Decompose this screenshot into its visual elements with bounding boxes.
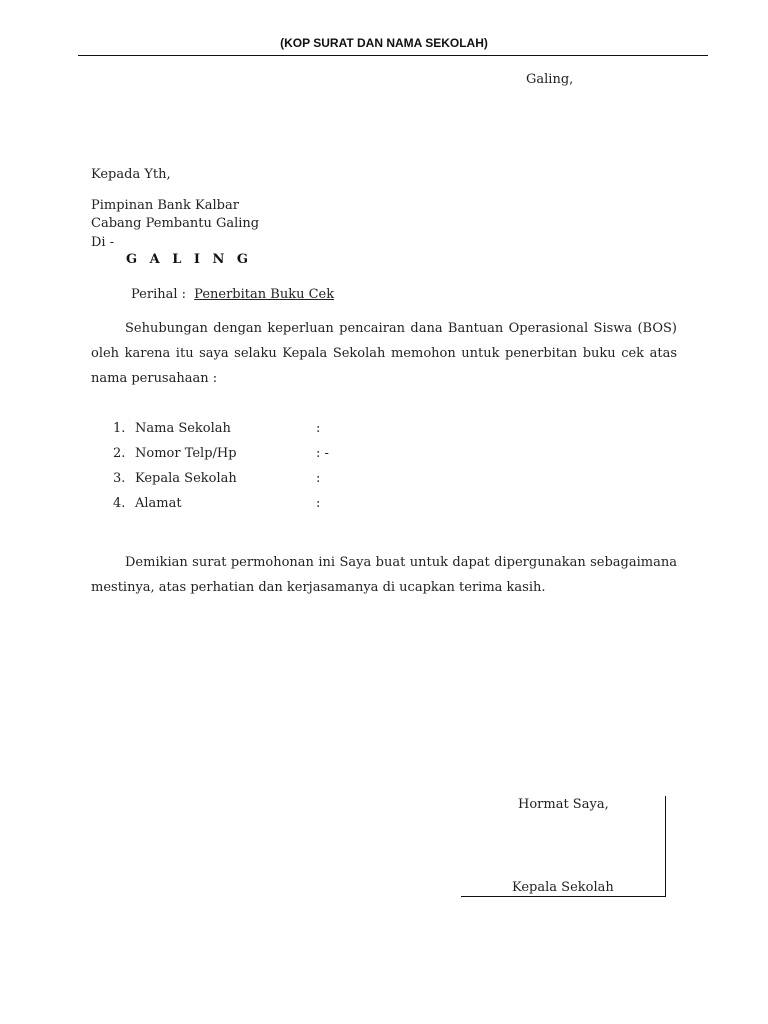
list-item — [113, 445, 329, 463]
subject-value: Penerbitan Buku Cek — [194, 287, 335, 302]
recipient-line-3: Di - — [91, 235, 115, 250]
subject-label: Perihal : — [131, 287, 187, 302]
list-item-value: : — [316, 471, 321, 486]
letterhead-divider — [78, 55, 708, 56]
list-item-number: 3. — [113, 471, 126, 486]
recipient-salutation: Kepada Yth, — [91, 167, 171, 182]
list-item-number: 4. — [113, 496, 126, 511]
recipient-line-1: Pimpinan Bank Kalbar — [91, 198, 239, 213]
list-item — [113, 495, 320, 513]
list-item-label: Nama Sekolah — [135, 421, 231, 436]
signature-title: Kepala Sekolah — [512, 880, 614, 895]
signature-border-horizontal — [461, 896, 666, 897]
body-paragraph-2-text: Demikian surat permohonan ini Saya buat untuk dapat dipergunakan sebagaimana mestinya, atas perhatian dan kerjasamanya di ucapkan terima kasih. — [91, 555, 677, 595]
list-item — [113, 420, 320, 438]
list-item-value: : - — [316, 446, 329, 461]
place-date: Galing, — [526, 72, 574, 87]
recipient-line-2: Cabang Pembantu Galing — [91, 216, 260, 231]
list-item-value: : — [316, 421, 321, 436]
list-item-label: Nomor Telp/Hp — [135, 446, 237, 461]
signature-closing: Hormat Saya, — [518, 797, 609, 812]
list-item-label: Kepala Sekolah — [135, 471, 237, 486]
body-paragraph-1 — [91, 316, 677, 391]
body-paragraph-2 — [91, 550, 677, 600]
list-item-number: 2. — [113, 446, 126, 461]
subject-line — [131, 286, 334, 304]
letterhead-title: (KOP SURAT DAN NAMA SEKOLAH) — [280, 36, 488, 50]
body-paragraph-1-text: Sehubungan dengan keperluan pencairan dana Bantuan Operasional Siswa (BOS) oleh karena itu saya selaku Kepala Sekolah memohon untuk penerbitan buku cek atas nama perusahaan : — [91, 321, 677, 386]
signature-border-vertical — [665, 796, 666, 896]
recipient-city: G A L I N G — [126, 252, 253, 267]
list-item — [113, 470, 320, 488]
list-item-label: Alamat — [135, 496, 182, 511]
list-item-value: : — [316, 496, 321, 511]
list-item-number: 1. — [113, 421, 126, 436]
